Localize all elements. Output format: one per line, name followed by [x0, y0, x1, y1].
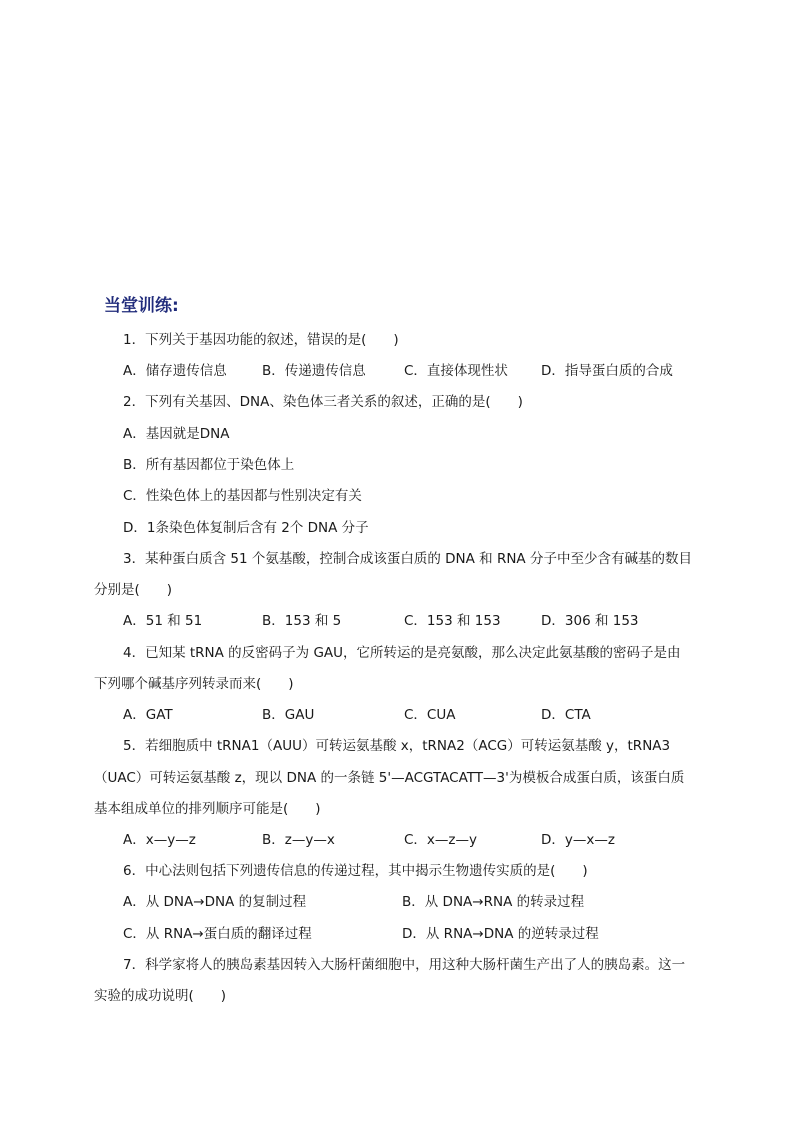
- section-title: 当堂训练:: [104, 296, 179, 316]
- question-1-option-c: C．直接体现性状: [404, 363, 508, 379]
- question-2-option-b: B．所有基因都位于染色体上: [123, 457, 295, 473]
- question-3-option-b: B．153 和 5: [262, 613, 342, 629]
- question-4-option-a: A．GAT: [123, 707, 173, 723]
- question-5-option-a: A．x—y—z: [123, 832, 196, 848]
- question-3-option-a: A．51 和 51: [123, 613, 203, 629]
- question-1-option-d: D．指导蛋白质的合成: [541, 363, 673, 379]
- question-7-stem-line-1: 7．科学家将人的胰岛素基因转入大肠杆菌细胞中，用这种大肠杆菌生产出了人的胰岛素。这一: [123, 957, 686, 973]
- question-4-option-c: C．CUA: [404, 707, 456, 723]
- question-2-option-c: C．性染色体上的基因都与性别决定有关: [123, 488, 362, 504]
- question-2-option-a: A．基因就是DNA: [123, 426, 230, 442]
- question-4-stem-line-1: 4．已知某 tRNA 的反密码子为 GAU，它所转运的是亮氨酸，那么决定此氨基酸的密码子是由: [123, 645, 681, 661]
- question-5-stem-line-1: 5．若细胞质中 tRNA1（AUU）可转运氨基酸 x，tRNA2（ACG）可转运氨基酸 y，tRNA3: [123, 738, 671, 754]
- question-4-option-b: B．GAU: [262, 707, 315, 723]
- question-6-option-d: D．从 RNA→DNA 的逆转录过程: [402, 926, 599, 942]
- question-5-option-c: C．x—z—y: [404, 832, 477, 848]
- question-4-option-d: D．CTA: [541, 707, 591, 723]
- question-6-option-c: C．从 RNA→蛋白质的翻译过程: [123, 926, 312, 942]
- question-5-stem-line-2: （UAC）可转运氨基酸 z，现以 DNA 的一条链 5'—ACGTACATT—3'为模板合成蛋白质，该蛋白质: [94, 770, 685, 786]
- question-1-option-b: B．传递遗传信息: [262, 363, 366, 379]
- question-3-stem-line-1: 3．某种蛋白质含 51 个氨基酸，控制合成该蛋白质的 DNA 和 RNA 分子中至少含有碱基的数目: [123, 551, 692, 567]
- question-6-stem: 6．中心法则包括下列遗传信息的传递过程，其中揭示生物遗传实质的是( ): [123, 863, 588, 879]
- question-5-stem-line-3: 基本组成单位的排列顺序可能是( ): [94, 801, 321, 817]
- question-2-stem: 2．下列有关基因、DNA、染色体三者关系的叙述，正确的是( ): [123, 394, 523, 410]
- question-3-stem-line-2: 分别是( ): [94, 582, 173, 598]
- question-6-option-b: B．从 DNA→RNA 的转录过程: [402, 894, 585, 910]
- question-2-option-d: D．1条染色体复制后含有 2个 DNA 分子: [123, 520, 369, 536]
- question-1-option-a: A．储存遗传信息: [123, 363, 227, 379]
- question-3-option-d: D．306 和 153: [541, 613, 639, 629]
- question-7-stem-line-2: 实验的成功说明( ): [94, 988, 227, 1004]
- question-3-option-c: C．153 和 153: [404, 613, 501, 629]
- question-1-stem: 1．下列关于基因功能的叙述，错误的是( ): [123, 332, 399, 348]
- question-5-option-d: D．y—x—z: [541, 832, 615, 848]
- question-5-option-b: B．z—y—x: [262, 832, 335, 848]
- question-4-stem-line-2: 下列哪个碱基序列转录而来( ): [94, 676, 294, 692]
- question-6-option-a: A．从 DNA→DNA 的复制过程: [123, 894, 307, 910]
